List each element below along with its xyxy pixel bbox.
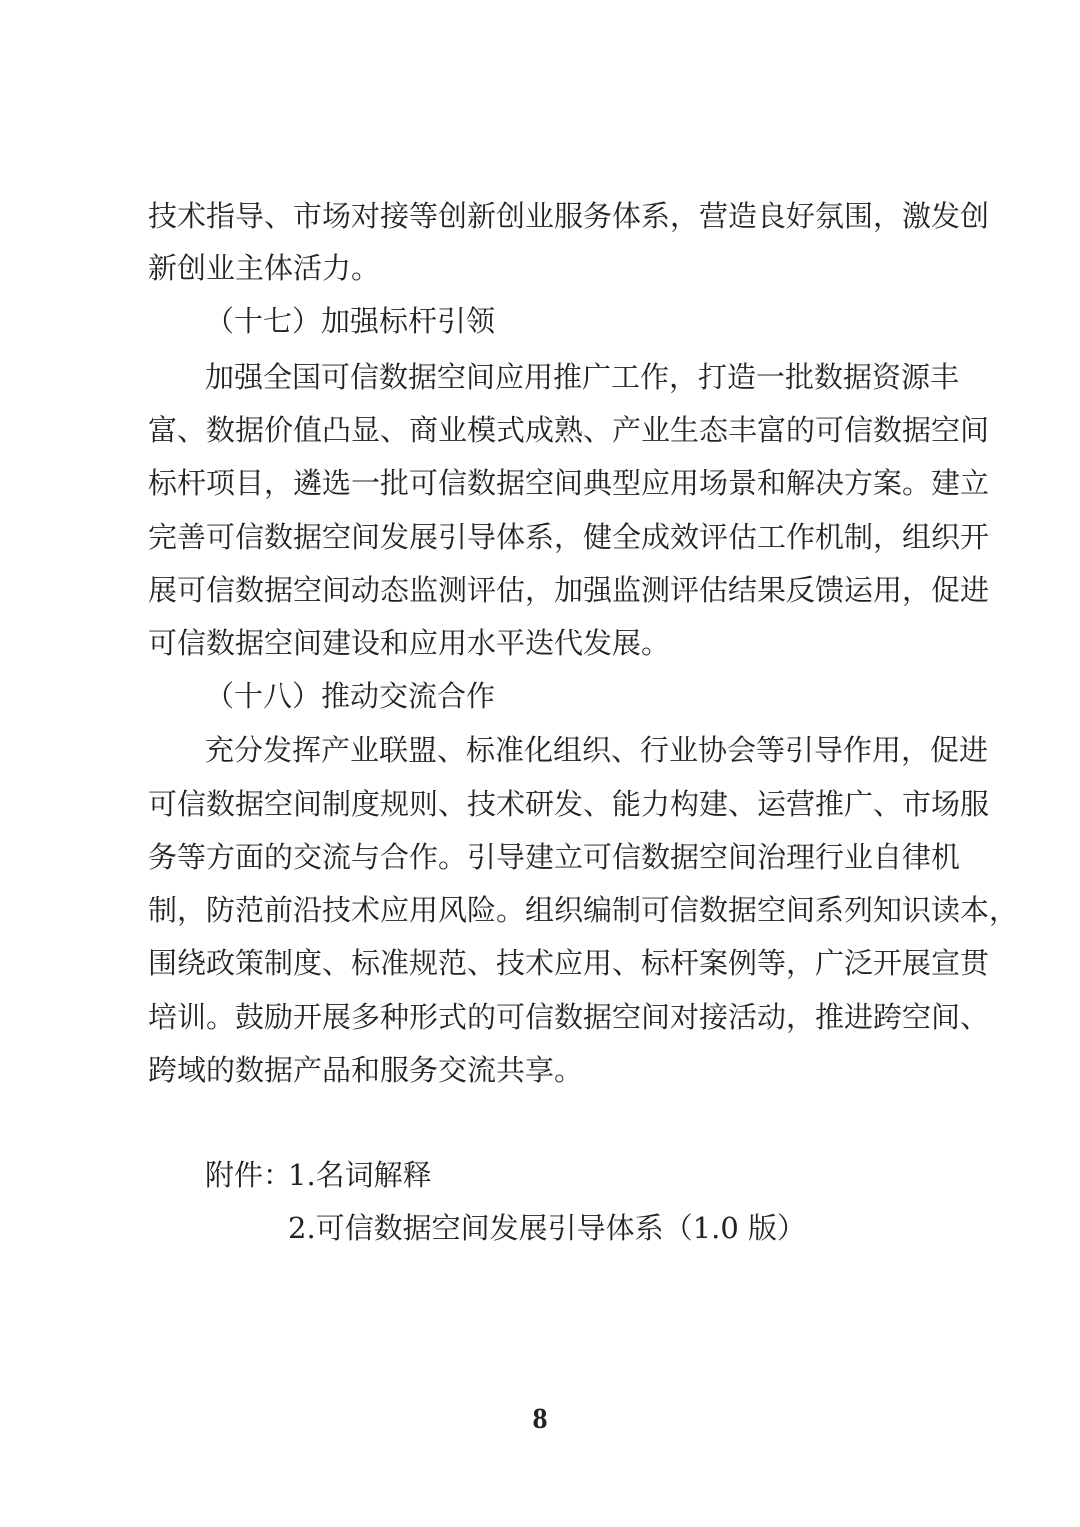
body-text-line: 富、数据价值凸显、商业模式成熟、产业生态丰富的可信数据空间 (148, 413, 990, 447)
body-text-line: 完善可信数据空间发展引导体系，健全成效评估工作机制，组织开 (148, 520, 990, 554)
body-text-line: 可信数据空间制度规则、技术研发、能力构建、运营推广、市场服 (148, 787, 990, 821)
attachment-item: 1.名词解释 (288, 1158, 432, 1192)
body-text-line: 跨域的数据产品和服务交流共享。 (148, 1053, 584, 1087)
body-text-line: 务等方面的交流与合作。引导建立可信数据空间治理行业自律机 (148, 840, 961, 874)
attachments-label: 附件： (205, 1158, 293, 1192)
body-text-line: 加强全国可信数据空间应用推广工作，打造一批数据资源丰 (205, 360, 960, 394)
body-text-line: 新创业主体活力。 (148, 251, 381, 285)
section-heading: （十七）加强标杆引领 (205, 304, 496, 338)
attachment-item: 2.可信数据空间发展引导体系（1.0 版） (288, 1211, 807, 1245)
body-text-line: 展可信数据空间动态监测评估，加强监测评估结果反馈运用，促进 (148, 573, 990, 607)
body-text-line: 标杆项目，遴选一批可信数据空间典型应用场景和解决方案。建立 (148, 466, 990, 500)
body-text-line: 充分发挥产业联盟、标准化组织、行业协会等引导作用，促进 (205, 733, 989, 767)
section-heading: （十八）推动交流合作 (205, 679, 496, 713)
body-text-line: 技术指导、市场对接等创新创业服务体系，营造良好氛围，激发创 (148, 199, 990, 233)
body-text-line: 培训。鼓励开展多种形式的可信数据空间对接活动，推进跨空间、 (148, 1000, 990, 1034)
body-text-line: 围绕政策制度、标准规范、技术应用、标杆案例等，广泛开展宣贯 (148, 946, 990, 980)
body-text-line: 制，防范前沿技术应用风险。组织编制可信数据空间系列知识读本， (148, 893, 1019, 927)
page-number: 8 (532, 1402, 548, 1435)
body-text-line: 可信数据空间建设和应用水平迭代发展。 (148, 626, 671, 660)
